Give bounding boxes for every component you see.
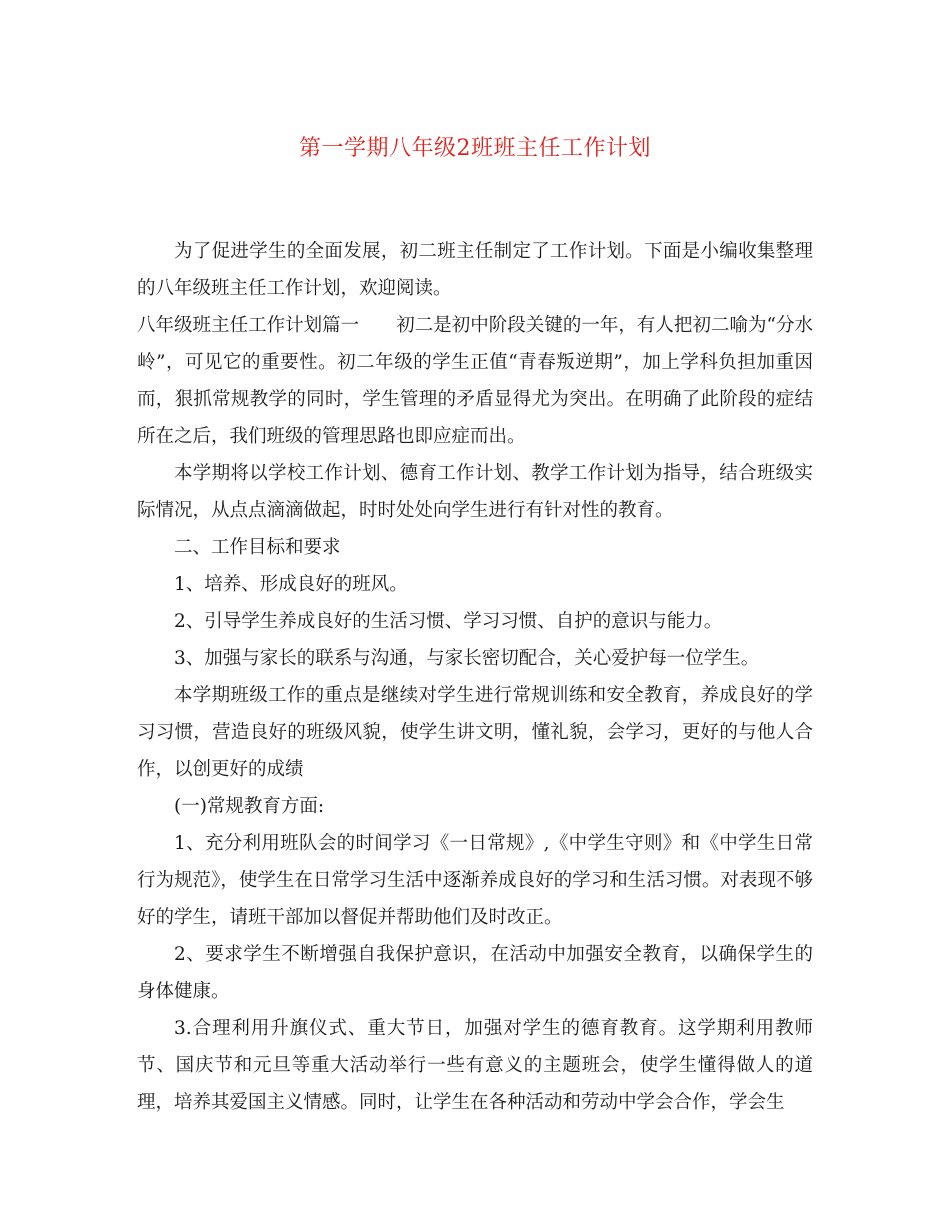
paragraph-plan-one: 八年级班主任工作计划篇一 初二是初中阶段关键的一年，有人把初二喻为“分水岭”，可见它的重要性。初二年级的学生正值“青春叛逆期”，加上学科负担加重因而，狠抓常规教学的同时，学生管理的矛盾显得尤为突出。在明确了此阶段的症结所在之后，我们班级的管理思路也即应症而出。 (137, 315, 813, 447)
document-body (137, 233, 813, 1121)
goal-item-2: 2、引导学生养成良好的生活习惯、学习习惯、自护的意识与能力。 (174, 611, 723, 632)
paragraph-guidance: 本学期将以学校工作计划、德育工作计划、教学工作计划为指导，结合班级实际情况，从点点滴滴做起，时时处处向学生进行有针对性的教育。 (137, 463, 813, 521)
paragraph-intro: 为了促进学生的全面发展，初二班主任制定了工作计划。下面是小编收集整理的八年级班主任工作计划，欢迎阅读。 (137, 241, 813, 299)
routine-item-3: 3.合理利用升旗仪式、重大节日，加强对学生的德育教育。这学期利用教师节、国庆节和元旦等重大活动举行一些有意义的主题班会，使学生懂得做人的道理，培养其爱国主义情感。同时，让学生在各种活动和劳动中学会合作，学会生 (137, 1018, 813, 1113)
section-heading-routine: (一)常规教育方面: (174, 796, 325, 817)
routine-item-2: 2、要求学生不断增强自我保护意识，在活动中加强安全教育，以确保学生的身体健康。 (137, 944, 813, 1002)
section-heading-goals: 二、工作目标和要求 (174, 537, 341, 558)
goal-item-1: 1、培养、形成良好的班风。 (174, 574, 408, 595)
goal-item-3: 3、加强与家长的联系与沟通，与家长密切配合，关心爱护每一位学生。 (174, 648, 760, 669)
paragraph-focus: 本学期班级工作的重点是继续对学生进行常规训练和安全教育，养成良好的学习习惯，营造良好的班级风貌，使学生讲文明，懂礼貌，会学习，更好的与他人合作，以创更好的成绩 (137, 685, 813, 780)
routine-item-1: 1、充分利用班队会的时间学习《一日常规》,《中学生守则》和《中学生日常行为规范》，使学生在日常学习生活中逐渐养成良好的学习和生活习惯。对表现不够好的学生，请班干部加以督促并帮助他们及时改正。 (137, 833, 813, 928)
document-title: 第一学期八年级2班班主任工作计划 (299, 136, 651, 161)
